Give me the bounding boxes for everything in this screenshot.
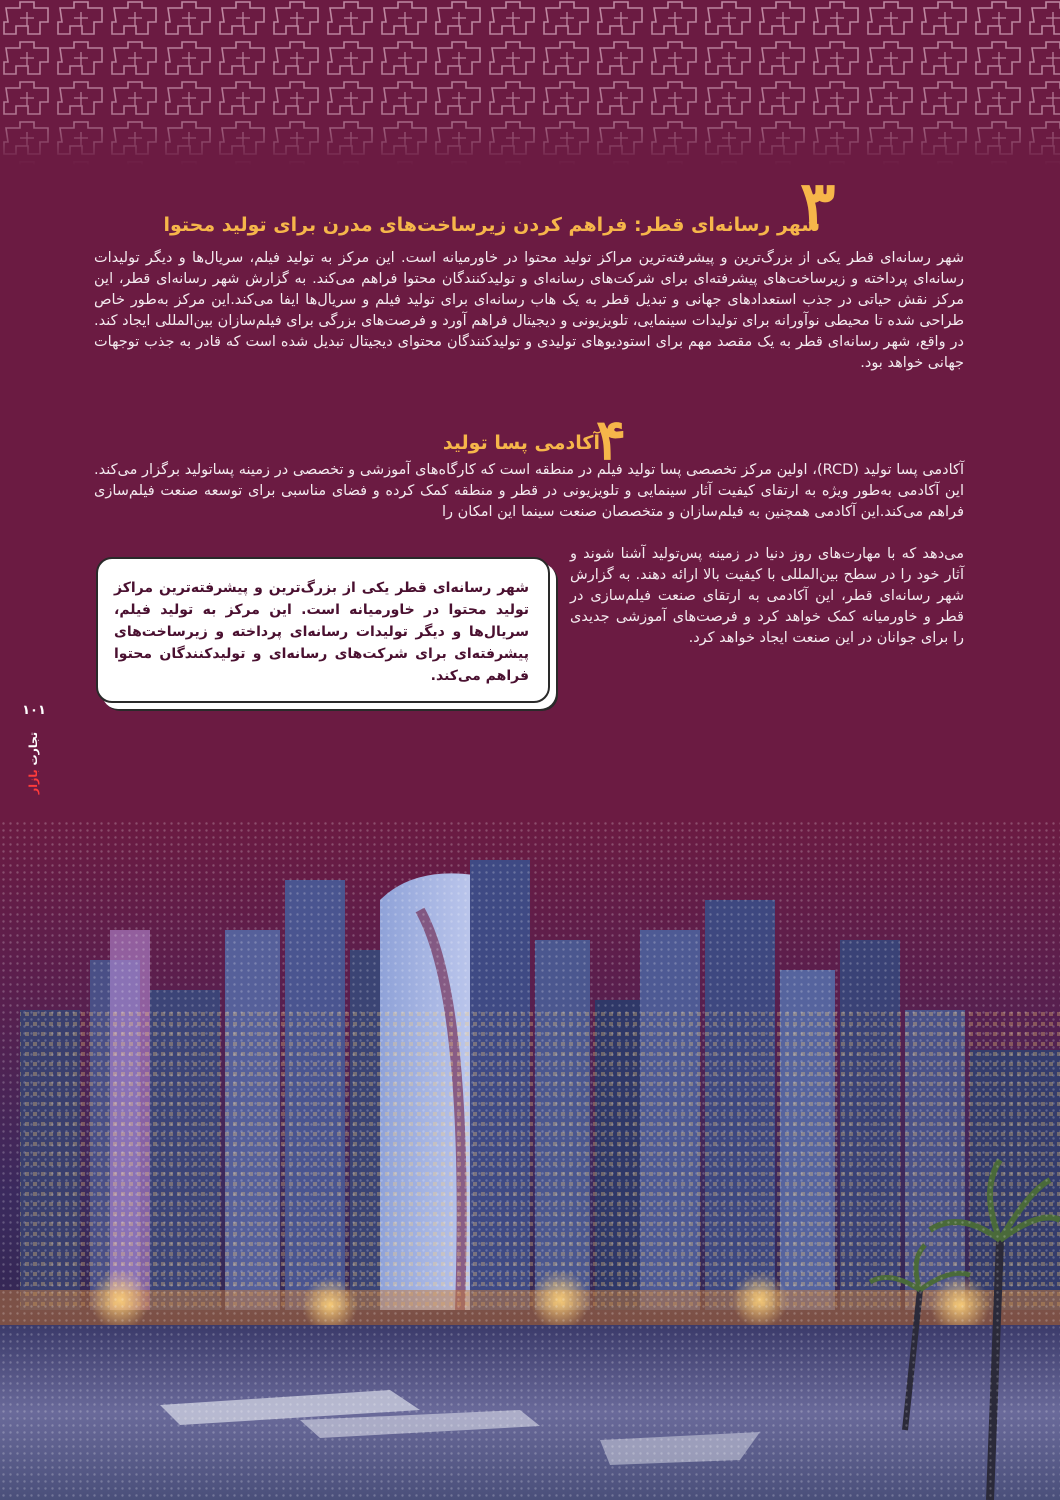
section-4-number: ۴ bbox=[596, 407, 627, 473]
pull-quote-box bbox=[96, 557, 550, 703]
geometric-pattern-band bbox=[0, 0, 1060, 165]
brand-word-1: تجارت bbox=[27, 731, 40, 766]
section-4-heading: آکادمی پسا تولید bbox=[442, 432, 600, 454]
section-4-column-paragraph: می‌دهد که با مهارت‌های روز دنیا در زمینه پس‌تولید آشنا شوند و آثار خود را در سطح بین‌المللی با کیفیت بالا ارائه دهند. به گزارش شهر رسانه‌ای قطر، این آکادمی به ارتقای صنعت فیلم‌سازی در قطر و خاورمیانه کمک خواهد کرد و فرصت‌های آموزشی جدیدی را برای جوانان در این صنعت ایجاد خواهد کرد. bbox=[570, 546, 964, 646]
section-4-column bbox=[570, 544, 964, 649]
section-3-paragraph: شهر رسانه‌ای قطر یکی از بزرگ‌ترین و پیشرفته‌ترین مراکز تولید محتوا در خاورمیانه است. این مرکز به تولید فیلم، سریال‌ها و دیگر تولیدات رسانه‌ای پرداخته و زیرساخت‌های پیشرفته‌ای برای شرکت‌های رسانه‌ای و تولیدکنندگان محتوا فراهم می‌کند. به گزارش شهر رسانه‌ای قطر، این مرکز نقش حیاتی در جذب استعدادهای جهانی و تبدیل قطر به یک هاب رسانه‌ای برای تولید فیلم و سریال‌ها ایفا می‌کند.این مرکز به‌طور خاص طراحی شده تا محیطی نوآورانه برای تولیدات سینمایی، تلویزیونی و دیجیتال فراهم آورد و فرصت‌های بزرگی برای فیلم‌سازان بین‌المللی ایجاد کند. در واقع، شهر رسانه‌ای قطر به یک مقصد مهم برای استودیوهای تولیدی و تولیدکنندگان محتوای دیجیتال تبدیل شده است که قادر به جذب توجهات جهانی خواهد بود. bbox=[94, 250, 964, 371]
section-3-heading: شهر رسانه‌ای قطر: فراهم کردن زیرساخت‌های مدرن برای تولید محتوا bbox=[163, 214, 820, 236]
pull-quote-text: شهر رسانه‌ای قطر یکی از بزرگ‌ترین و پیشرفته‌ترین مراکز تولید محتوا در خاورمیانه است. این مرکز به تولید فیلم، سریال‌ها و دیگر تولیدات رسانه‌ای پرداخته و زیرساخت‌های پیشرفته‌ای برای شرکت‌های رسانه‌ای و تولیدکنندگان محتوا فراهم می‌کند. bbox=[114, 580, 529, 684]
section-3-number: ۳ bbox=[800, 166, 836, 244]
magazine-brand bbox=[24, 730, 44, 796]
brand-text bbox=[24, 730, 44, 796]
section-4-paragraph: آکادمی پسا تولید (RCD)، اولین مرکز تخصصی پسا تولید فیلم در منطقه است که کارگاه‌های آموزشی و تخصصی در زمینه پساتولید برگزار می‌کند. این آکادمی به‌طور ویژه به ارتقای کیفیت آثار سینمایی و تلویزیونی در قطر و منطقه کمک کرده و فضای مناسبی برای توسعه صنعت فیلم‌سازی فراهم می‌کند.این آکادمی همچنین به فیلم‌سازان و متخصصان صنعت سینما این امکان را bbox=[94, 462, 964, 520]
page-number: ۱۰۱ bbox=[22, 703, 46, 718]
doha-skyline-photo bbox=[0, 820, 1060, 1500]
section-4-body bbox=[94, 460, 964, 523]
section-3-body bbox=[94, 248, 964, 374]
brand-word-2: بازار bbox=[27, 769, 40, 795]
